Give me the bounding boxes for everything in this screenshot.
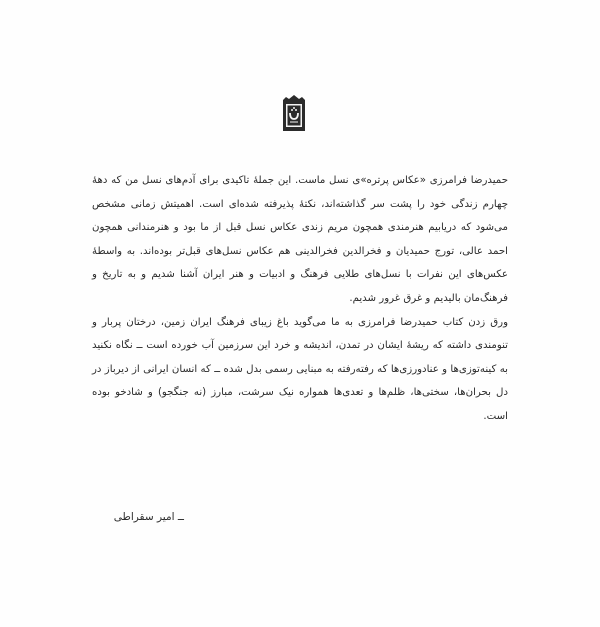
publisher-emblem-icon	[280, 95, 308, 131]
author-signature: ــ امیر سقراطی	[113, 511, 184, 523]
paragraph-2: ورق زدن کتاب حمیدرضا فرامرزی به ما می‌گوید باغ زیبای فرهنگ ایران زمین، درختان پربار و تنومندی داشته که ریشهٔ ایشان در تمدن، اندیشه و خرد این سرزمین آب خورده است ــ نگاه نکنید به کینه‌توزی‌ها و عنادورزی‌ها که رفته‌رفته به مبنایی رسمی بدل شده ــ که انسان ایرانی از دیرباز در دل بحران‌ها، سختی‌ها، ظلم‌ها و تعدی‌ها همواره نیک سرشت، مبارز (نه جنگجو) و شادخو بوده است.	[92, 316, 508, 422]
body-text	[92, 169, 508, 429]
paragraph-1: حمیدرضا فرامرزی «عکاس پرتره»ی نسل ماست. این جملهٔ تاکیدی برای آدم‌های نسل من که دههٔ چهارم زندگی خود را پشت سر گذاشته‌اند، نکتهٔ پذیرفته شده‌ای است. اهمیتش زمانی مشخص می‌شود که دریابیم هنرمندی همچون مریم زندی عکاس نسل قبل از ما بود و هنرمندانی همچون احمد عالی، تورج حمیدیان و فخرالدین فخرالدینی هم عکاس نسل‌های قبل‌تر بوده‌اند. به واسطهٔ عکس‌های این نفرات با نسل‌های طلایی فرهنگ و ادبیات و هنر ایران آشنا شدیم و به تاریخ و فرهنگ‌مان بالیدیم و غرق غرور شدیم.	[92, 175, 508, 304]
